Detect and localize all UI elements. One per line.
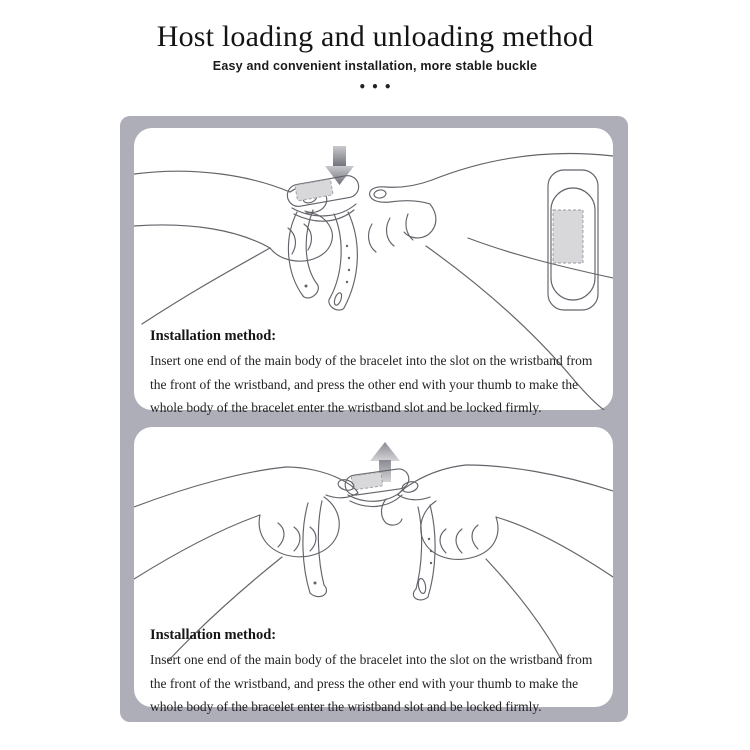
installation-panel-insert bbox=[134, 128, 613, 415]
wristband-slot-area bbox=[553, 210, 583, 263]
installation-method-body: Insert one end of the main body of the bracelet into the slot on the wristband from the front of the wristband, and press the other end with your thumb to make the whole body of the bracelet enter the wristband slot and be locked firmly. bbox=[150, 353, 593, 415]
content-backdrop bbox=[120, 116, 628, 722]
page-title: Host loading and unloading method bbox=[156, 20, 594, 53]
installation-panel-remove bbox=[134, 427, 613, 714]
installation-method-heading: Installation method: bbox=[150, 627, 277, 643]
panel-text-block bbox=[150, 627, 603, 719]
installation-method-heading: Installation method: bbox=[150, 328, 277, 344]
page-header bbox=[0, 0, 750, 94]
bracelet-drawing bbox=[286, 174, 361, 310]
wristband-top-view bbox=[548, 170, 598, 310]
installation-method-body: Insert one end of the main body of the bracelet into the slot on the wristband from the front of the wristband, and press the other end with your thumb to make the whole body of the bracelet enter the wristband slot and be locked firmly. bbox=[150, 652, 593, 714]
screen-slot-area bbox=[295, 179, 333, 201]
page-subtitle: Easy and convenient installation, more stable buckle bbox=[212, 59, 538, 73]
divider-dots: ••• bbox=[358, 80, 397, 94]
panel-text-block bbox=[150, 328, 603, 420]
